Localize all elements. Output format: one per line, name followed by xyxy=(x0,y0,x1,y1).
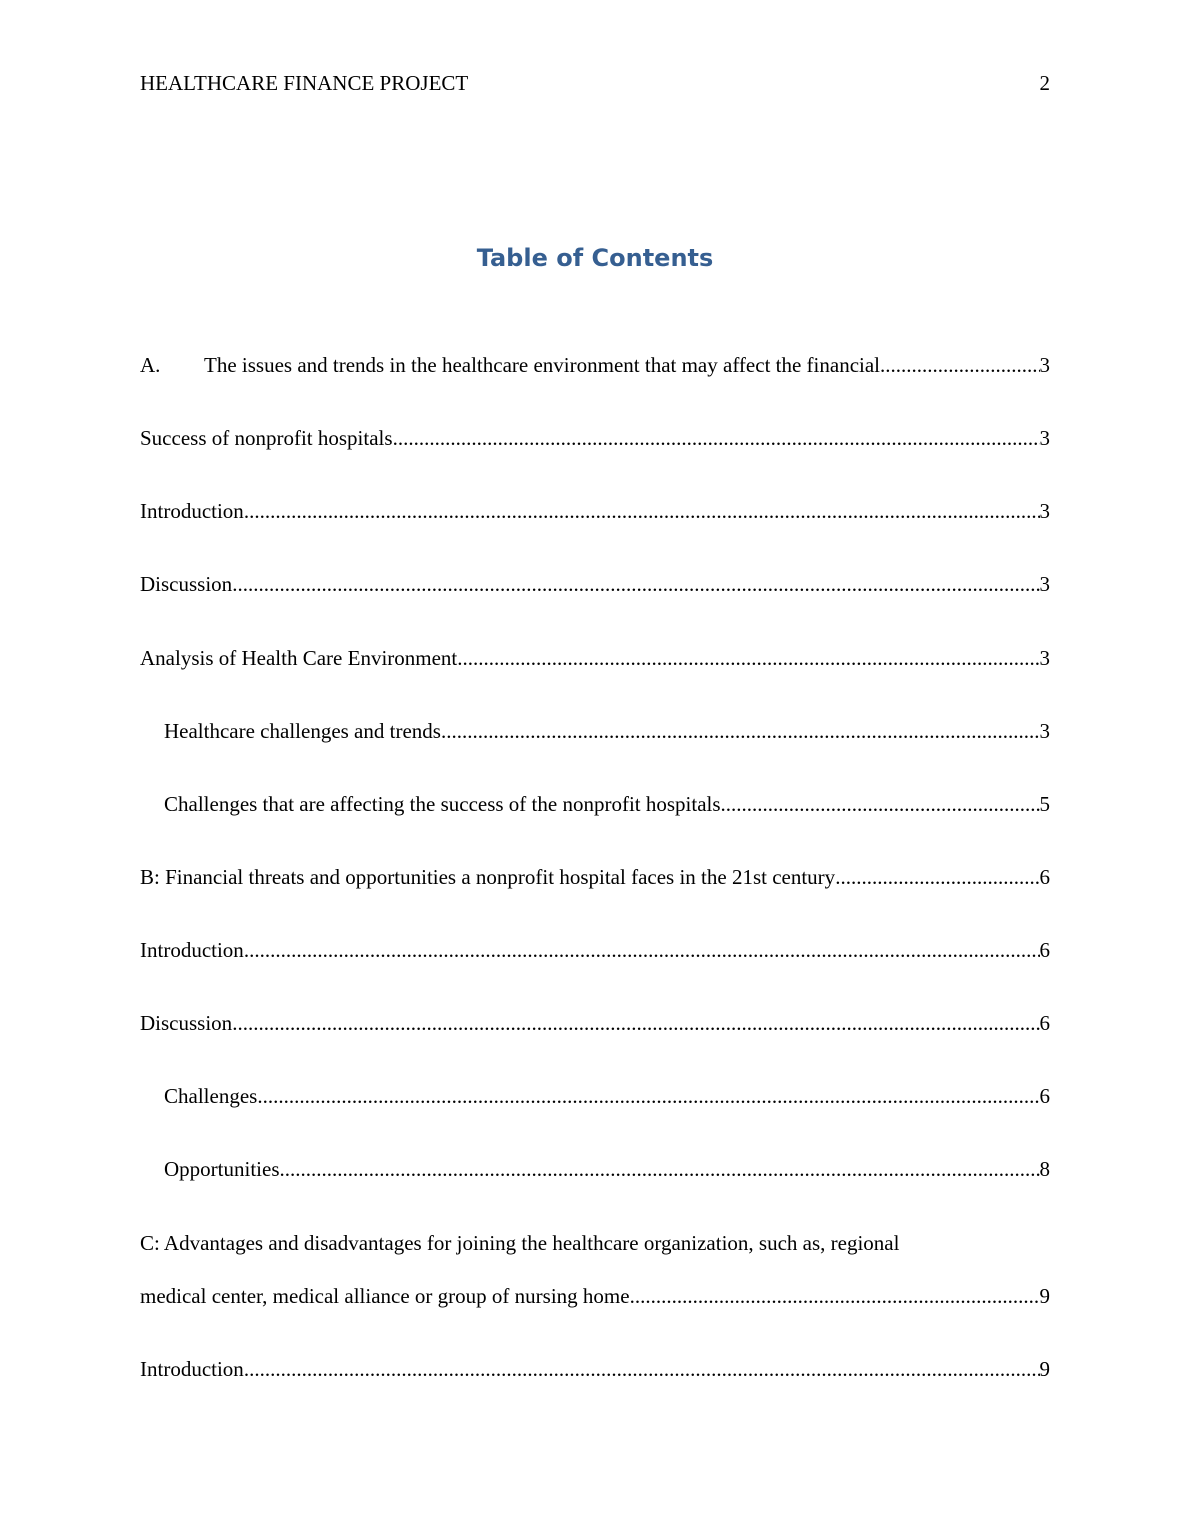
toc-entry-text: The issues and trends in the healthcare environment that may affect the financial xyxy=(204,353,881,377)
dot-leader xyxy=(280,1154,1040,1184)
toc-entry-c[interactable] xyxy=(140,1281,1050,1311)
toc-entry-b[interactable] xyxy=(140,862,1050,892)
toc-entry-healthcare-challenges[interactable] xyxy=(164,716,1050,746)
toc-entry-page: 3 xyxy=(1039,572,1050,596)
toc-entry-text: Success of nonprofit hospitals xyxy=(140,426,393,450)
toc-entry-page: 3 xyxy=(1039,499,1050,523)
toc-heading: Table of Contents xyxy=(476,244,714,272)
dot-leader xyxy=(393,423,1040,453)
toc-entry-a[interactable] xyxy=(140,350,1050,380)
toc-entry-text: Challenges that are affecting the success of the nonprofit hospitals xyxy=(164,792,721,816)
toc-entry-page: 5 xyxy=(1039,792,1050,816)
toc-entry-page: 9 xyxy=(1039,1284,1050,1308)
toc-entry-text: Discussion xyxy=(140,1011,233,1035)
dot-leader xyxy=(880,350,1039,380)
toc-entry-text: Introduction xyxy=(140,1357,244,1381)
dot-leader xyxy=(721,789,1040,819)
toc-entry-page: 3 xyxy=(1039,353,1050,377)
toc-entry-text: B: Financial threats and opportunities a nonprofit hospital faces in the 21st century xyxy=(140,865,836,889)
page-number: 2 xyxy=(1039,71,1050,95)
toc-entry-challenges-nonprofit[interactable] xyxy=(164,789,1050,819)
dot-leader xyxy=(232,1008,1039,1038)
dot-leader xyxy=(441,716,1040,746)
running-header xyxy=(140,69,1050,97)
toc-entry-text: Discussion xyxy=(140,572,233,596)
toc-entry-text: medical center, medical alliance or group of nursing home xyxy=(140,1284,630,1308)
toc-entry-introduction[interactable] xyxy=(140,935,1050,965)
toc-entry-marker: A. xyxy=(140,353,161,377)
toc-entry-page: 6 xyxy=(1039,865,1050,889)
toc-entry-page: 6 xyxy=(1039,1011,1050,1035)
toc-entry-page: 3 xyxy=(1039,646,1050,670)
toc-entry-text: Introduction xyxy=(140,499,244,523)
running-head-title: HEALTHCARE FINANCE PROJECT xyxy=(140,71,469,95)
toc-entry-text: Introduction xyxy=(140,938,244,962)
toc-entry-introduction[interactable] xyxy=(140,496,1050,526)
toc-entry-analysis[interactable] xyxy=(140,643,1050,673)
toc-entry-c-line1[interactable]: C: Advantages and disadvantages for joining the healthcare organization, such as, regional xyxy=(140,1231,900,1255)
toc-entry-text: Analysis of Health Care Environment xyxy=(140,646,458,670)
toc-entry-page: 6 xyxy=(1039,938,1050,962)
dot-leader xyxy=(244,935,1040,965)
toc-entry-page: 8 xyxy=(1039,1157,1050,1181)
dot-leader xyxy=(457,643,1039,673)
toc-entry-discussion[interactable] xyxy=(140,1008,1050,1038)
toc-entry-text: Opportunities xyxy=(164,1157,280,1181)
toc-entry-opportunities[interactable] xyxy=(164,1154,1050,1184)
toc-entry-success-nonprofit[interactable] xyxy=(140,423,1050,453)
toc-entry-discussion[interactable] xyxy=(140,569,1050,599)
toc-entry-page: 3 xyxy=(1039,426,1050,450)
toc-entry-page: 9 xyxy=(1039,1357,1050,1381)
dot-leader xyxy=(835,862,1039,892)
toc-entry-page: 6 xyxy=(1039,1084,1050,1108)
dot-leader xyxy=(244,496,1040,526)
dot-leader xyxy=(630,1281,1040,1311)
toc-entry-text: Healthcare challenges and trends xyxy=(164,719,441,743)
dot-leader xyxy=(257,1081,1039,1111)
toc-entry-page: 3 xyxy=(1039,719,1050,743)
toc-entry-introduction[interactable] xyxy=(140,1354,1050,1384)
toc-entry-challenges[interactable] xyxy=(164,1081,1050,1111)
toc-entry-text: Challenges xyxy=(164,1084,258,1108)
dot-leader xyxy=(244,1354,1040,1384)
dot-leader xyxy=(232,569,1039,599)
